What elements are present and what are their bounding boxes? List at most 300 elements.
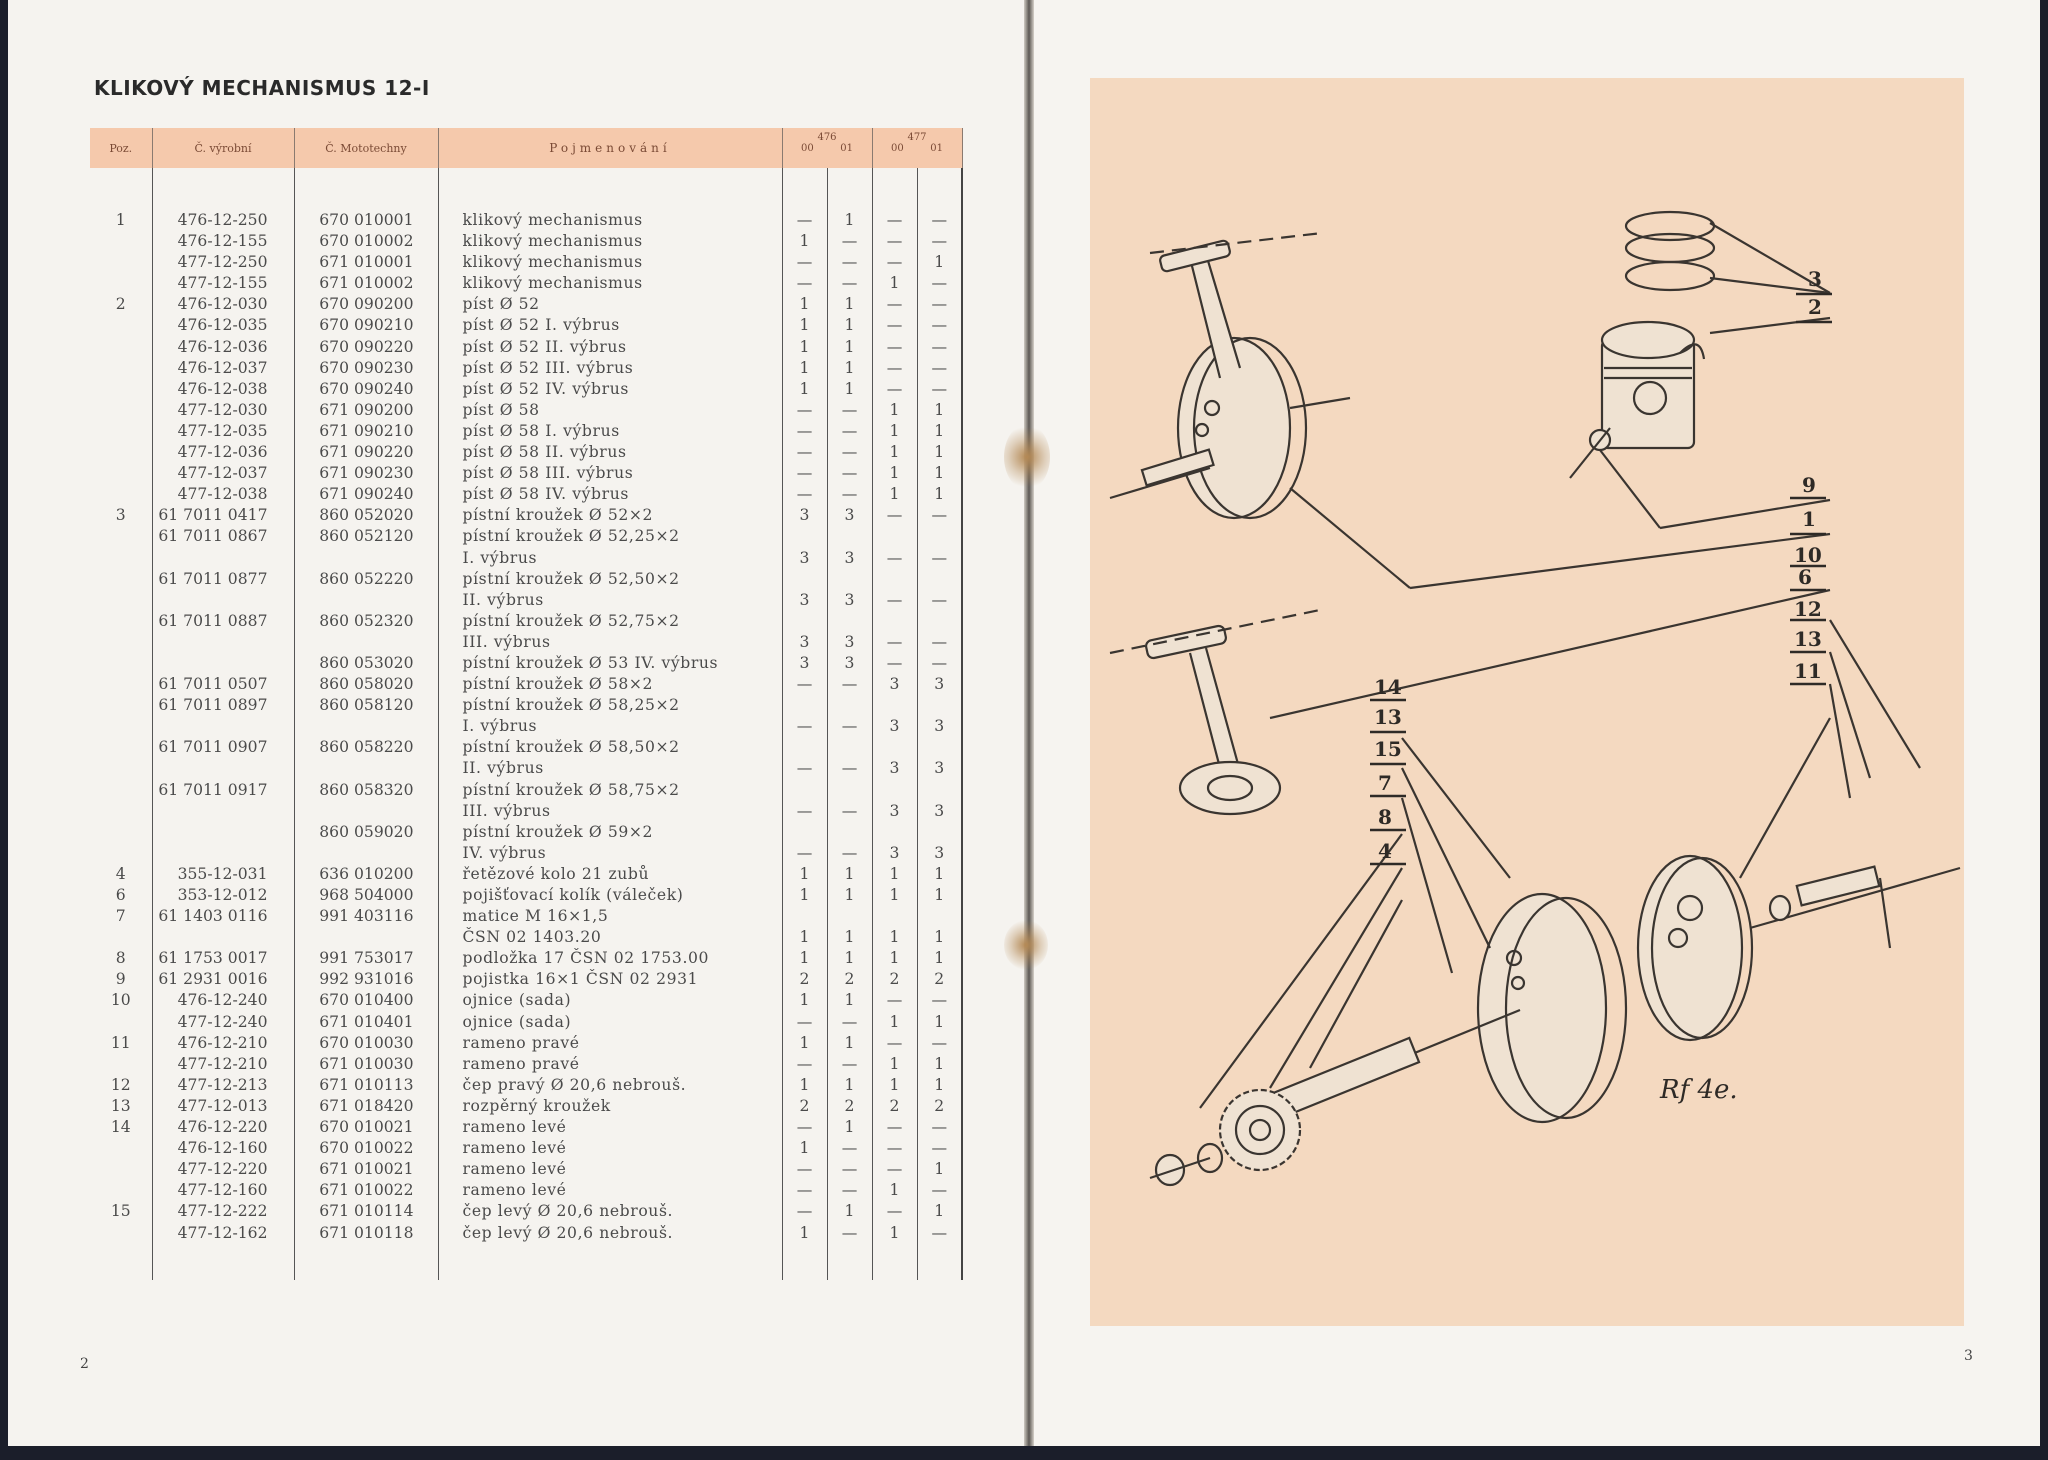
- cell-qty: 1: [872, 463, 917, 484]
- callout-7: [1370, 771, 1406, 796]
- cell-qty: 1: [917, 1075, 962, 1096]
- cell-qty: —: [782, 252, 827, 273]
- table-row: [90, 252, 962, 273]
- cell-qty: 1: [872, 442, 917, 463]
- table-header: [90, 128, 962, 168]
- table-row: [90, 822, 962, 843]
- cell-vyr: [152, 927, 294, 948]
- cell-mot: 671 010001: [294, 252, 438, 273]
- callout-14: [1370, 675, 1406, 700]
- cell-poz: [90, 737, 152, 758]
- cell-qty: 1: [872, 927, 917, 948]
- cell-qty: —: [917, 632, 962, 653]
- cell-qty: —: [917, 315, 962, 336]
- cell-qty: 2: [827, 1096, 872, 1117]
- table-row: [90, 843, 962, 864]
- table-row: [90, 505, 962, 526]
- page-title: KLIKOVÝ MECHANISMUS 12-I: [94, 76, 430, 100]
- cell-qty: 3: [917, 801, 962, 822]
- table-row: [90, 1159, 962, 1180]
- cell-mot: 671 010401: [294, 1012, 438, 1033]
- cell-qty: —: [917, 653, 962, 674]
- cell-name: II. výbrus: [438, 590, 782, 611]
- cell-qty: —: [827, 843, 872, 864]
- cell-mot: 860 053020: [294, 653, 438, 674]
- cell-poz: [90, 695, 152, 716]
- cell-name: klikový mechanismus: [438, 252, 782, 273]
- cell-qty: [827, 526, 872, 547]
- cell-qty: —: [872, 653, 917, 674]
- cell-qty: [827, 906, 872, 927]
- cell-name: pístní kroužek Ø 52×2: [438, 505, 782, 526]
- cell-mot: [294, 843, 438, 864]
- cell-qty: 1: [917, 927, 962, 948]
- cell-name: píst Ø 58 I. výbrus: [438, 421, 782, 442]
- cell-vyr: 477-12-036: [152, 442, 294, 463]
- cell-name: rameno pravé: [438, 1054, 782, 1075]
- cell-name: klikový mechanismus: [438, 231, 782, 252]
- cell-mot: 670 010021: [294, 1117, 438, 1138]
- cell-vyr: 61 7011 0417: [152, 505, 294, 526]
- cell-qty: [782, 526, 827, 547]
- cell-qty: —: [782, 674, 827, 695]
- cell-vyr: 61 7011 0907: [152, 737, 294, 758]
- cell-qty: 1: [827, 294, 872, 315]
- cell-qty: 1: [827, 864, 872, 885]
- cell-vyr: 477-12-038: [152, 484, 294, 505]
- cell-mot: 671 090240: [294, 484, 438, 505]
- cell-qty: —: [917, 273, 962, 294]
- cell-name: pístní kroužek Ø 52,50×2: [438, 569, 782, 590]
- cell-vyr: 476-12-035: [152, 315, 294, 336]
- table-row: [90, 337, 962, 358]
- table-row: [90, 358, 962, 379]
- cell-mot: 860 052020: [294, 505, 438, 526]
- cell-qty: 1: [872, 1054, 917, 1075]
- svg-text:4: 4: [1378, 839, 1392, 863]
- cell-mot: [294, 716, 438, 737]
- table-row: [90, 1201, 962, 1222]
- cell-qty: —: [782, 801, 827, 822]
- callout-13: [1790, 627, 1826, 652]
- cell-qty: 1: [872, 864, 917, 885]
- cell-qty: —: [872, 1138, 917, 1159]
- cell-mot: 671 018420: [294, 1096, 438, 1117]
- cell-qty: [917, 737, 962, 758]
- cell-poz: [90, 780, 152, 801]
- cell-qty: 3: [872, 843, 917, 864]
- cell-mot: 671 090220: [294, 442, 438, 463]
- cell-qty: 3: [917, 716, 962, 737]
- cell-qty: 1: [827, 948, 872, 969]
- cell-qty: [917, 695, 962, 716]
- cell-qty: [917, 822, 962, 843]
- cell-qty: 3: [827, 632, 872, 653]
- cell-qty: —: [917, 1138, 962, 1159]
- cell-qty: 2: [827, 969, 872, 990]
- cell-vyr: [152, 843, 294, 864]
- cell-name: ojnice (sada): [438, 1012, 782, 1033]
- cell-poz: [90, 526, 152, 547]
- cell-qty: —: [872, 294, 917, 315]
- cell-mot: 670 090230: [294, 358, 438, 379]
- cell-qty: 1: [872, 948, 917, 969]
- cell-vyr: [152, 801, 294, 822]
- cell-qty: [917, 611, 962, 632]
- cell-qty: —: [917, 379, 962, 400]
- cell-name: rameno levé: [438, 1117, 782, 1138]
- cell-poz: 3: [90, 505, 152, 526]
- cell-poz: 15: [90, 1201, 152, 1222]
- cell-qty: 1: [782, 379, 827, 400]
- cell-vyr: 476-12-250: [152, 210, 294, 231]
- cell-name: pístní kroužek Ø 58,75×2: [438, 780, 782, 801]
- cell-qty: —: [782, 421, 827, 442]
- cell-qty: —: [872, 358, 917, 379]
- stain-mark: [1004, 424, 1050, 490]
- cell-poz: [90, 337, 152, 358]
- cell-qty: 1: [827, 358, 872, 379]
- table-row: [90, 695, 962, 716]
- cell-name: III. výbrus: [438, 801, 782, 822]
- cell-qty: —: [782, 400, 827, 421]
- cell-poz: [90, 400, 152, 421]
- table-row: [90, 780, 962, 801]
- cell-qty: [827, 737, 872, 758]
- header-model-476: [782, 128, 872, 168]
- cell-vyr: 353-12-012: [152, 885, 294, 906]
- table-row: [90, 611, 962, 632]
- cell-name: píst Ø 52 I. výbrus: [438, 315, 782, 336]
- cell-mot: 991 403116: [294, 906, 438, 927]
- table-row: [90, 801, 962, 822]
- cell-vyr: 61 7011 0867: [152, 526, 294, 547]
- cell-qty: —: [782, 1180, 827, 1201]
- svg-text:9: 9: [1802, 473, 1816, 497]
- table-row: [90, 737, 962, 758]
- cell-mot: 670 010002: [294, 231, 438, 252]
- table-row: [90, 1075, 962, 1096]
- cell-qty: 3: [827, 590, 872, 611]
- cell-qty: [827, 822, 872, 843]
- cell-poz: [90, 1138, 152, 1159]
- cell-poz: [90, 231, 152, 252]
- cell-mot: 860 052220: [294, 569, 438, 590]
- svg-text:12: 12: [1794, 597, 1822, 621]
- table-row: [90, 1223, 962, 1244]
- cell-qty: 1: [827, 927, 872, 948]
- cell-vyr: 476-12-030: [152, 294, 294, 315]
- callout-8: [1370, 805, 1406, 830]
- cell-poz: 6: [90, 885, 152, 906]
- cell-name: rameno levé: [438, 1159, 782, 1180]
- cell-vyr: 477-12-222: [152, 1201, 294, 1222]
- cell-poz: [90, 843, 152, 864]
- cell-name: pístní kroužek Ø 52,25×2: [438, 526, 782, 547]
- cell-name: I. výbrus: [438, 548, 782, 569]
- cell-qty: —: [872, 1117, 917, 1138]
- cell-name: rameno pravé: [438, 1033, 782, 1054]
- cell-qty: —: [917, 294, 962, 315]
- cell-vyr: 61 2931 0016: [152, 969, 294, 990]
- cell-vyr: 476-12-240: [152, 990, 294, 1011]
- table-row: [90, 590, 962, 611]
- cell-qty: 1: [827, 1117, 872, 1138]
- cell-qty: —: [827, 1138, 872, 1159]
- cell-qty: —: [917, 590, 962, 611]
- cell-poz: [90, 1054, 152, 1075]
- cell-qty: 1: [872, 1180, 917, 1201]
- callout-6: [1790, 565, 1826, 590]
- cell-qty: [917, 906, 962, 927]
- cell-name: ČSN 02 1403.20: [438, 927, 782, 948]
- table-row: [90, 421, 962, 442]
- cell-qty: 1: [782, 1138, 827, 1159]
- cell-qty: —: [827, 231, 872, 252]
- cell-qty: —: [872, 1159, 917, 1180]
- artist-signature: Rf 4e.: [1660, 1075, 1738, 1105]
- cell-qty: —: [827, 1159, 872, 1180]
- cell-qty: 1: [827, 990, 872, 1011]
- page-number-left: 2: [80, 1356, 89, 1372]
- header-vyrobni: Č. výrobní: [152, 128, 294, 168]
- header-model-477: [872, 128, 962, 168]
- svg-text:8: 8: [1378, 805, 1392, 829]
- callout-9: [1790, 473, 1826, 498]
- cell-qty: 1: [827, 1033, 872, 1054]
- cell-mot: 968 504000: [294, 885, 438, 906]
- cell-qty: —: [827, 442, 872, 463]
- cell-qty: —: [782, 1117, 827, 1138]
- cell-name: čep levý Ø 20,6 nebrouš.: [438, 1201, 782, 1222]
- cell-vyr: 61 7011 0917: [152, 780, 294, 801]
- cell-qty: [872, 695, 917, 716]
- cell-poz: 9: [90, 969, 152, 990]
- exploded-view-drawing: [1090, 78, 1964, 1326]
- cell-mot: 671 010021: [294, 1159, 438, 1180]
- cell-qty: —: [827, 400, 872, 421]
- cell-qty: 3: [782, 505, 827, 526]
- cell-qty: —: [917, 231, 962, 252]
- cell-qty: —: [827, 252, 872, 273]
- cell-qty: 1: [782, 358, 827, 379]
- cell-poz: [90, 927, 152, 948]
- cell-poz: 4: [90, 864, 152, 885]
- cell-vyr: 61 7011 0507: [152, 674, 294, 695]
- cell-name: píst Ø 58 IV. výbrus: [438, 484, 782, 505]
- cell-poz: [90, 379, 152, 400]
- cell-mot: 636 010200: [294, 864, 438, 885]
- cell-name: rameno levé: [438, 1180, 782, 1201]
- cell-qty: —: [872, 632, 917, 653]
- cell-qty: —: [872, 1033, 917, 1054]
- cell-vyr: 355-12-031: [152, 864, 294, 885]
- cell-vyr: 61 7011 0877: [152, 569, 294, 590]
- cell-vyr: 61 7011 0897: [152, 695, 294, 716]
- cell-vyr: [152, 716, 294, 737]
- cell-qty: 1: [917, 885, 962, 906]
- cell-mot: [294, 548, 438, 569]
- cell-vyr: 477-12-013: [152, 1096, 294, 1117]
- cell-name: klikový mechanismus: [438, 210, 782, 231]
- cell-qty: —: [872, 1201, 917, 1222]
- cell-poz: 8: [90, 948, 152, 969]
- cell-qty: 1: [917, 1201, 962, 1222]
- cell-qty: 2: [782, 1096, 827, 1117]
- cell-qty: —: [872, 231, 917, 252]
- table-row: [90, 632, 962, 653]
- table-row: [90, 653, 962, 674]
- cell-qty: 1: [782, 294, 827, 315]
- cell-vyr: 477-12-250: [152, 252, 294, 273]
- cell-poz: 2: [90, 294, 152, 315]
- cell-name: pístní kroužek Ø 53 IV. výbrus: [438, 653, 782, 674]
- cell-mot: 860 059020: [294, 822, 438, 843]
- cell-vyr: [152, 632, 294, 653]
- table-row: [90, 1012, 962, 1033]
- cell-vyr: 477-12-037: [152, 463, 294, 484]
- cell-vyr: 477-12-240: [152, 1012, 294, 1033]
- cell-qty: [782, 906, 827, 927]
- cell-qty: 1: [782, 315, 827, 336]
- cell-mot: 670 090240: [294, 379, 438, 400]
- cell-name: píst Ø 58: [438, 400, 782, 421]
- cell-qty: —: [827, 1223, 872, 1244]
- cell-qty: 1: [827, 1201, 872, 1222]
- table-row: [90, 1033, 962, 1054]
- cell-qty: [917, 526, 962, 547]
- cell-qty: —: [782, 484, 827, 505]
- svg-text:14: 14: [1374, 675, 1402, 699]
- cell-qty: 1: [917, 400, 962, 421]
- cell-qty: —: [872, 379, 917, 400]
- header-nazev: Pojmenování: [438, 128, 782, 168]
- cell-mot: 671 010002: [294, 273, 438, 294]
- cell-qty: [782, 695, 827, 716]
- cell-name: čep pravý Ø 20,6 nebrouš.: [438, 1075, 782, 1096]
- cell-vyr: 477-12-160: [152, 1180, 294, 1201]
- connecting-rod: [1110, 590, 1830, 814]
- cell-vyr: 476-12-220: [152, 1117, 294, 1138]
- cell-qty: 1: [827, 885, 872, 906]
- cell-name: píst Ø 52 II. výbrus: [438, 337, 782, 358]
- cell-qty: 1: [917, 252, 962, 273]
- cell-vyr: 476-12-037: [152, 358, 294, 379]
- cell-qty: 3: [782, 590, 827, 611]
- cell-qty: 1: [917, 1159, 962, 1180]
- cell-qty: 1: [917, 421, 962, 442]
- cell-qty: 1: [872, 484, 917, 505]
- cell-qty: —: [782, 758, 827, 779]
- cell-mot: 860 058120: [294, 695, 438, 716]
- cell-qty: —: [872, 548, 917, 569]
- cell-name: píst Ø 52 IV. výbrus: [438, 379, 782, 400]
- cell-qty: 1: [872, 1012, 917, 1033]
- table-row: [90, 294, 962, 315]
- cell-qty: 1: [872, 421, 917, 442]
- svg-text:13: 13: [1374, 705, 1402, 729]
- svg-text:7: 7: [1378, 771, 1392, 795]
- cell-qty: 3: [917, 843, 962, 864]
- cell-qty: 1: [872, 400, 917, 421]
- cell-mot: [294, 590, 438, 611]
- cell-qty: —: [827, 484, 872, 505]
- cell-name: rozpěrný kroužek: [438, 1096, 782, 1117]
- cell-qty: —: [782, 442, 827, 463]
- cell-qty: [782, 569, 827, 590]
- cell-qty: 1: [782, 231, 827, 252]
- cell-mot: [294, 632, 438, 653]
- cell-name: pojišťovací kolík (váleček): [438, 885, 782, 906]
- cell-qty: [827, 695, 872, 716]
- cell-qty: 3: [782, 653, 827, 674]
- cell-poz: [90, 1012, 152, 1033]
- cell-qty: —: [917, 337, 962, 358]
- cell-qty: 3: [872, 801, 917, 822]
- cell-poz: [90, 611, 152, 632]
- svg-text:13: 13: [1794, 627, 1822, 651]
- cell-mot: 671 090230: [294, 463, 438, 484]
- cell-poz: [90, 590, 152, 611]
- model-476-sub: 00 01: [801, 143, 853, 154]
- cell-qty: —: [827, 1054, 872, 1075]
- table-row: [90, 315, 962, 336]
- cell-vyr: 61 1403 0116: [152, 906, 294, 927]
- cell-qty: —: [827, 716, 872, 737]
- cell-qty: [782, 611, 827, 632]
- model-477-sub: 00 01: [891, 143, 943, 154]
- cell-name: pístní kroužek Ø 58,50×2: [438, 737, 782, 758]
- cell-poz: [90, 822, 152, 843]
- stain-mark: [1004, 920, 1048, 970]
- cell-mot: 671 010022: [294, 1180, 438, 1201]
- cell-mot: 670 090210: [294, 315, 438, 336]
- table-row: [90, 885, 962, 906]
- cell-qty: [782, 737, 827, 758]
- cell-qty: —: [872, 590, 917, 611]
- cell-mot: 670 090200: [294, 294, 438, 315]
- cell-qty: —: [782, 843, 827, 864]
- cell-poz: 1: [90, 210, 152, 231]
- cell-vyr: 476-12-038: [152, 379, 294, 400]
- cell-poz: [90, 758, 152, 779]
- cell-qty: 3: [917, 758, 962, 779]
- cell-qty: —: [782, 1159, 827, 1180]
- cell-mot: [294, 801, 438, 822]
- cell-poz: 13: [90, 1096, 152, 1117]
- cell-poz: [90, 273, 152, 294]
- cell-qty: 3: [827, 505, 872, 526]
- table-row: [90, 927, 962, 948]
- cell-mot: 670 010030: [294, 1033, 438, 1054]
- cell-qty: —: [782, 463, 827, 484]
- table-row: [90, 400, 962, 421]
- cell-mot: 671 010114: [294, 1201, 438, 1222]
- cell-mot: 670 010001: [294, 210, 438, 231]
- cell-poz: [90, 252, 152, 273]
- cell-mot: 992 931016: [294, 969, 438, 990]
- cell-qty: 1: [782, 885, 827, 906]
- cell-mot: 671 010113: [294, 1075, 438, 1096]
- table-row: [90, 210, 962, 231]
- cell-poz: [90, 442, 152, 463]
- table-row: [90, 948, 962, 969]
- table-row: [90, 674, 962, 695]
- flywheel-left: [1261, 894, 1626, 1122]
- cell-mot: 671 010030: [294, 1054, 438, 1075]
- cell-qty: —: [782, 210, 827, 231]
- cell-poz: 14: [90, 1117, 152, 1138]
